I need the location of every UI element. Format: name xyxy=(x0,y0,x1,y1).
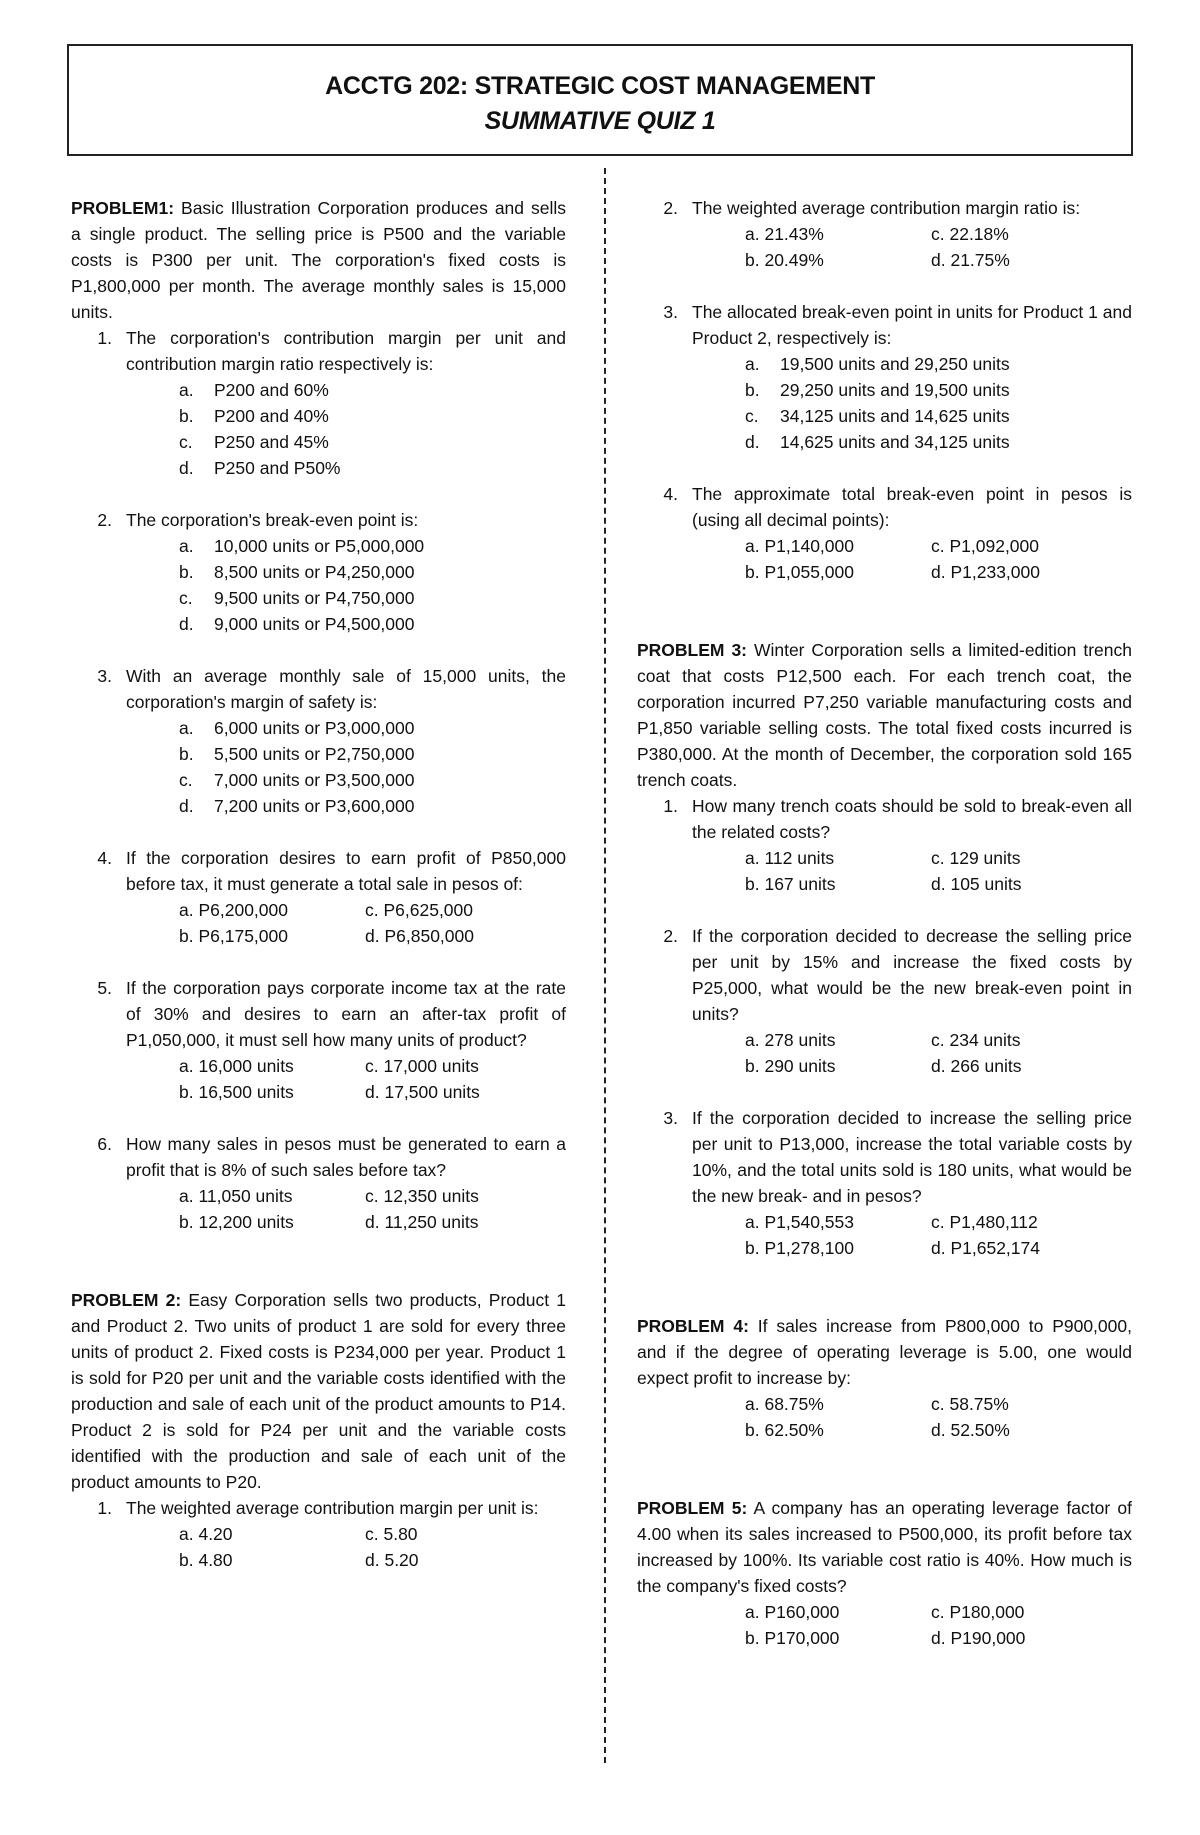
right-column xyxy=(637,195,1132,1651)
option[interactable]: d. P6,850,000 xyxy=(365,926,474,946)
option[interactable]: a. 278 units xyxy=(745,1030,836,1050)
option[interactable]: c. 234 units xyxy=(931,1030,1021,1050)
option[interactable]: c. 17,000 units xyxy=(365,1056,479,1076)
p2-q3-options xyxy=(745,351,1132,455)
option[interactable]: b. 8,500 units or P4,250,000 xyxy=(179,562,415,582)
p2-question-3: 3. The allocated break-even point in units for Product 1 and Product 2, respectively is: xyxy=(663,302,1132,348)
option[interactable]: a. P6,200,000 xyxy=(179,900,288,920)
option[interactable]: a. P200 and 60% xyxy=(179,380,329,400)
option[interactable]: b. 12,200 units xyxy=(179,1212,294,1232)
option[interactable]: b. 5,500 units or P2,750,000 xyxy=(179,744,415,764)
option[interactable]: a. 10,000 units or P5,000,000 xyxy=(179,536,425,556)
option[interactable]: c. 34,125 units and 14,625 units xyxy=(745,406,1010,426)
left-column xyxy=(71,195,566,1573)
option[interactable]: b. 20.49% xyxy=(745,250,824,270)
option[interactable]: d. 5.20 xyxy=(365,1550,419,1570)
problem-4-label: PROBLEM 4: xyxy=(637,1316,749,1336)
option[interactable]: c. 58.75% xyxy=(931,1394,1009,1414)
p5-options xyxy=(745,1599,1132,1651)
option[interactable]: a. 19,500 units and 29,250 units xyxy=(745,354,1010,374)
option[interactable]: c. P6,625,000 xyxy=(365,900,473,920)
quiz-title: SUMMATIVE QUIZ 1 xyxy=(484,107,716,135)
option[interactable]: b. P200 and 40% xyxy=(179,406,329,426)
option[interactable]: d. P250 and P50% xyxy=(179,458,341,478)
option[interactable]: d. P1,652,174 xyxy=(931,1238,1040,1258)
option[interactable]: d. 21.75% xyxy=(931,250,1010,270)
option[interactable]: c. 5.80 xyxy=(365,1524,418,1544)
p1-question-2: 2. The corporation's break-even point is: xyxy=(97,510,419,530)
p2-question-4: 4. The approximate total break-even point in pesos is (using all decimal points): xyxy=(663,484,1132,530)
option[interactable]: a. 11,050 units xyxy=(179,1186,293,1206)
p3-q2-options xyxy=(745,1027,1132,1079)
problem-5-label: PROBLEM 5: xyxy=(637,1498,748,1518)
option[interactable]: b. P1,055,000 xyxy=(745,562,854,582)
problem-5-intro: PROBLEM 5: A company has an operating leverage factor of 4.00 when its sales increased to P500,000, its profit before tax increased by 100%. Its variable cost ratio is 40%. How much is the company's fixed costs? xyxy=(637,1498,1132,1596)
p1-question-1: 1. The corporation's contribution margin per unit and contribution margin ratio respectively is: xyxy=(97,328,566,374)
option[interactable]: c. P250 and 45% xyxy=(179,432,329,452)
option[interactable]: b. P1,278,100 xyxy=(745,1238,854,1258)
p2-q2-options xyxy=(745,221,1132,273)
problem-1-intro: PROBLEM1: Basic Illustration Corporation produces and sells a single product. The selling price is P500 and the variable costs is P300 per unit. The corporation's fixed costs is P1,800,000 per month. The average monthly sales is 15,000 units. xyxy=(71,198,566,322)
option[interactable]: b. 16,500 units xyxy=(179,1082,294,1102)
p3-q3-options xyxy=(745,1209,1132,1261)
p1-question-5: 5. If the corporation pays corporate income tax at the rate of 30% and desires to earn an after-tax profit of P1,050,000, it must sell how many units of product? xyxy=(97,978,566,1050)
p2-q1-options xyxy=(179,1521,566,1573)
problem-3-label: PROBLEM 3: xyxy=(637,640,747,660)
option[interactable]: d. 9,000 units or P4,500,000 xyxy=(179,614,415,634)
p3-q1-options xyxy=(745,845,1132,897)
option[interactable]: a. 6,000 units or P3,000,000 xyxy=(179,718,415,738)
option[interactable]: b. P170,000 xyxy=(745,1628,840,1648)
problem-1-label: PROBLEM1: xyxy=(71,198,175,218)
option[interactable]: a. 21.43% xyxy=(745,224,824,244)
option[interactable]: d. 266 units xyxy=(931,1056,1022,1076)
option[interactable]: a. 16,000 units xyxy=(179,1056,294,1076)
option[interactable]: b. P6,175,000 xyxy=(179,926,288,946)
p1-question-6: 6. How many sales in pesos must be generated to earn a profit that is 8% of such sales before tax? xyxy=(97,1134,566,1180)
option[interactable]: d. 52.50% xyxy=(931,1420,1010,1440)
option[interactable]: d. 17,500 units xyxy=(365,1082,480,1102)
p1-question-3: 3. With an average monthly sale of 15,000 units, the corporation's margin of safety is: xyxy=(97,666,566,712)
column-divider xyxy=(604,168,606,1763)
option[interactable]: d. 105 units xyxy=(931,874,1022,894)
option[interactable]: c. 9,500 units or P4,750,000 xyxy=(179,588,415,608)
option[interactable]: d. P1,233,000 xyxy=(931,562,1040,582)
p1-q3-options xyxy=(179,715,566,819)
option[interactable]: c. P180,000 xyxy=(931,1602,1025,1622)
option[interactable]: c. 7,000 units or P3,500,000 xyxy=(179,770,415,790)
option[interactable]: c. 129 units xyxy=(931,848,1021,868)
option[interactable]: a. 4.20 xyxy=(179,1524,233,1544)
p2-question-1: 1. The weighted average contribution margin per unit is: xyxy=(97,1498,539,1518)
course-title: ACCTG 202: STRATEGIC COST MANAGEMENT xyxy=(325,72,875,100)
title-box xyxy=(67,44,1133,156)
option[interactable]: b. 167 units xyxy=(745,874,836,894)
p1-q6-options xyxy=(179,1183,566,1235)
p4-options xyxy=(745,1391,1132,1443)
problem-2-label: PROBLEM 2: xyxy=(71,1290,182,1310)
option[interactable]: b. 290 units xyxy=(745,1056,836,1076)
p2-q4-options xyxy=(745,533,1132,585)
option[interactable]: c. P1,480,112 xyxy=(931,1212,1038,1232)
option[interactable]: a. P1,540,553 xyxy=(745,1212,854,1232)
problem-2-intro: PROBLEM 2: Easy Corporation sells two products, Product 1 and Product 2. Two units of product 1 are sold for every three units of product 2. Fixed costs is P234,000 per year. Product 1 is sold for P20 per unit and the variable costs identified with the production and sale of each unit of the product amounts to P14. Product 2 is sold for P24 per unit and the variable costs identified with the production and sale of each unit of the product amounts to P20. xyxy=(71,1290,566,1492)
option[interactable]: a. P1,140,000 xyxy=(745,536,854,556)
option[interactable]: d. 11,250 units xyxy=(365,1212,479,1232)
option[interactable]: c. P1,092,000 xyxy=(931,536,1039,556)
problem-3-intro: PROBLEM 3: Winter Corporation sells a limited-edition trench coat that costs P12,500 each. For each trench coat, the corporation incurred P7,250 variable manufacturing costs and P1,850 variable selling costs. The total fixed costs incurred is P380,000. At the month of December, the corporation sold 165 trench coats. xyxy=(637,640,1132,790)
p1-q4-options xyxy=(179,897,566,949)
p3-question-1: 1. How many trench coats should be sold to break-even all the related costs? xyxy=(663,796,1132,842)
p1-question-4: 4. If the corporation desires to earn profit of P850,000 before tax, it must generate a total sale in pesos of: xyxy=(97,848,566,894)
p3-question-2: 2. If the corporation decided to decrease the selling price per unit by 15% and increase the fixed costs by P25,000, what would be the new break-even point in units? xyxy=(663,926,1132,1024)
p2-question-2: 2. The weighted average contribution margin ratio is: xyxy=(663,198,1081,218)
p1-q1-options xyxy=(179,377,566,481)
p1-q5-options xyxy=(179,1053,566,1105)
option[interactable]: b. 4.80 xyxy=(179,1550,233,1570)
problem-4-intro: PROBLEM 4: If sales increase from P800,000 to P900,000, and if the degree of operating leverage is 5.00, one would expect profit to increase by: xyxy=(637,1316,1132,1388)
option[interactable]: d. 14,625 units and 34,125 units xyxy=(745,432,1010,452)
option[interactable]: b. 29,250 units and 19,500 units xyxy=(745,380,1010,400)
p3-question-3: 3. If the corporation decided to increase the selling price per unit to P13,000, increase the total variable costs by 10%, and the total units sold is 180 units, what would be the new break- and in pesos? xyxy=(663,1108,1132,1206)
p1-q2-options xyxy=(179,533,566,637)
option[interactable]: d. P190,000 xyxy=(931,1628,1026,1648)
option[interactable]: c. 12,350 units xyxy=(365,1186,479,1206)
option[interactable]: a. 68.75% xyxy=(745,1394,824,1414)
option[interactable]: a. P160,000 xyxy=(745,1602,840,1622)
option[interactable]: d. 7,200 units or P3,600,000 xyxy=(179,796,415,816)
option[interactable]: b. 62.50% xyxy=(745,1420,824,1440)
option[interactable]: a. 112 units xyxy=(745,848,835,868)
option[interactable]: c. 22.18% xyxy=(931,224,1009,244)
